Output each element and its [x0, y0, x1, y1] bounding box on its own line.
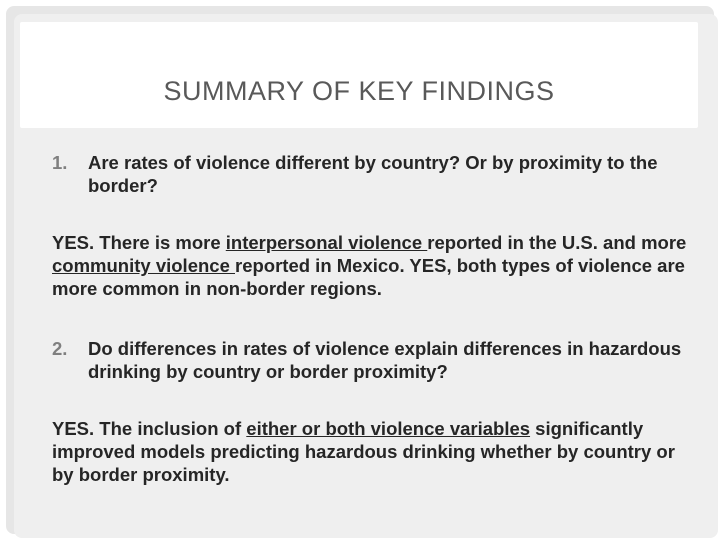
answer-1-part1: YES. There is more	[52, 232, 226, 253]
answer-2-violence-variables: either or both violence variables	[246, 418, 531, 439]
slide-content	[52, 151, 692, 486]
question-2-number: 2.	[52, 338, 68, 359]
answer-1-community-violence: community violence	[52, 255, 235, 276]
question-1	[52, 151, 692, 197]
answer-1-part3: reported in Mexico. YES, both types of violence are more common in non-border regions.	[52, 255, 685, 299]
answer-1-part2: reported in the U.S. and more	[427, 232, 687, 253]
slide-title: SUMMARY OF KEY FINDINGS	[163, 76, 555, 106]
answer-2-part2: significantly improved models predicting hazardous drinking whether by country or by border proximity.	[52, 418, 675, 485]
answer-2-part1: YES. The inclusion of	[52, 418, 247, 439]
answer-1	[52, 231, 692, 300]
question-2	[52, 337, 692, 383]
question-1-text: Are rates of violence different by country? Or by proximity to the border?	[88, 152, 658, 196]
answer-1-interpersonal-violence: interpersonal violence	[225, 232, 428, 253]
title-box	[20, 22, 698, 128]
answer-2	[52, 417, 692, 486]
question-2-text: Do differences in rates of violence explain differences in hazardous drinking by country or border proximity?	[88, 338, 682, 382]
question-1-number: 1.	[52, 152, 68, 173]
